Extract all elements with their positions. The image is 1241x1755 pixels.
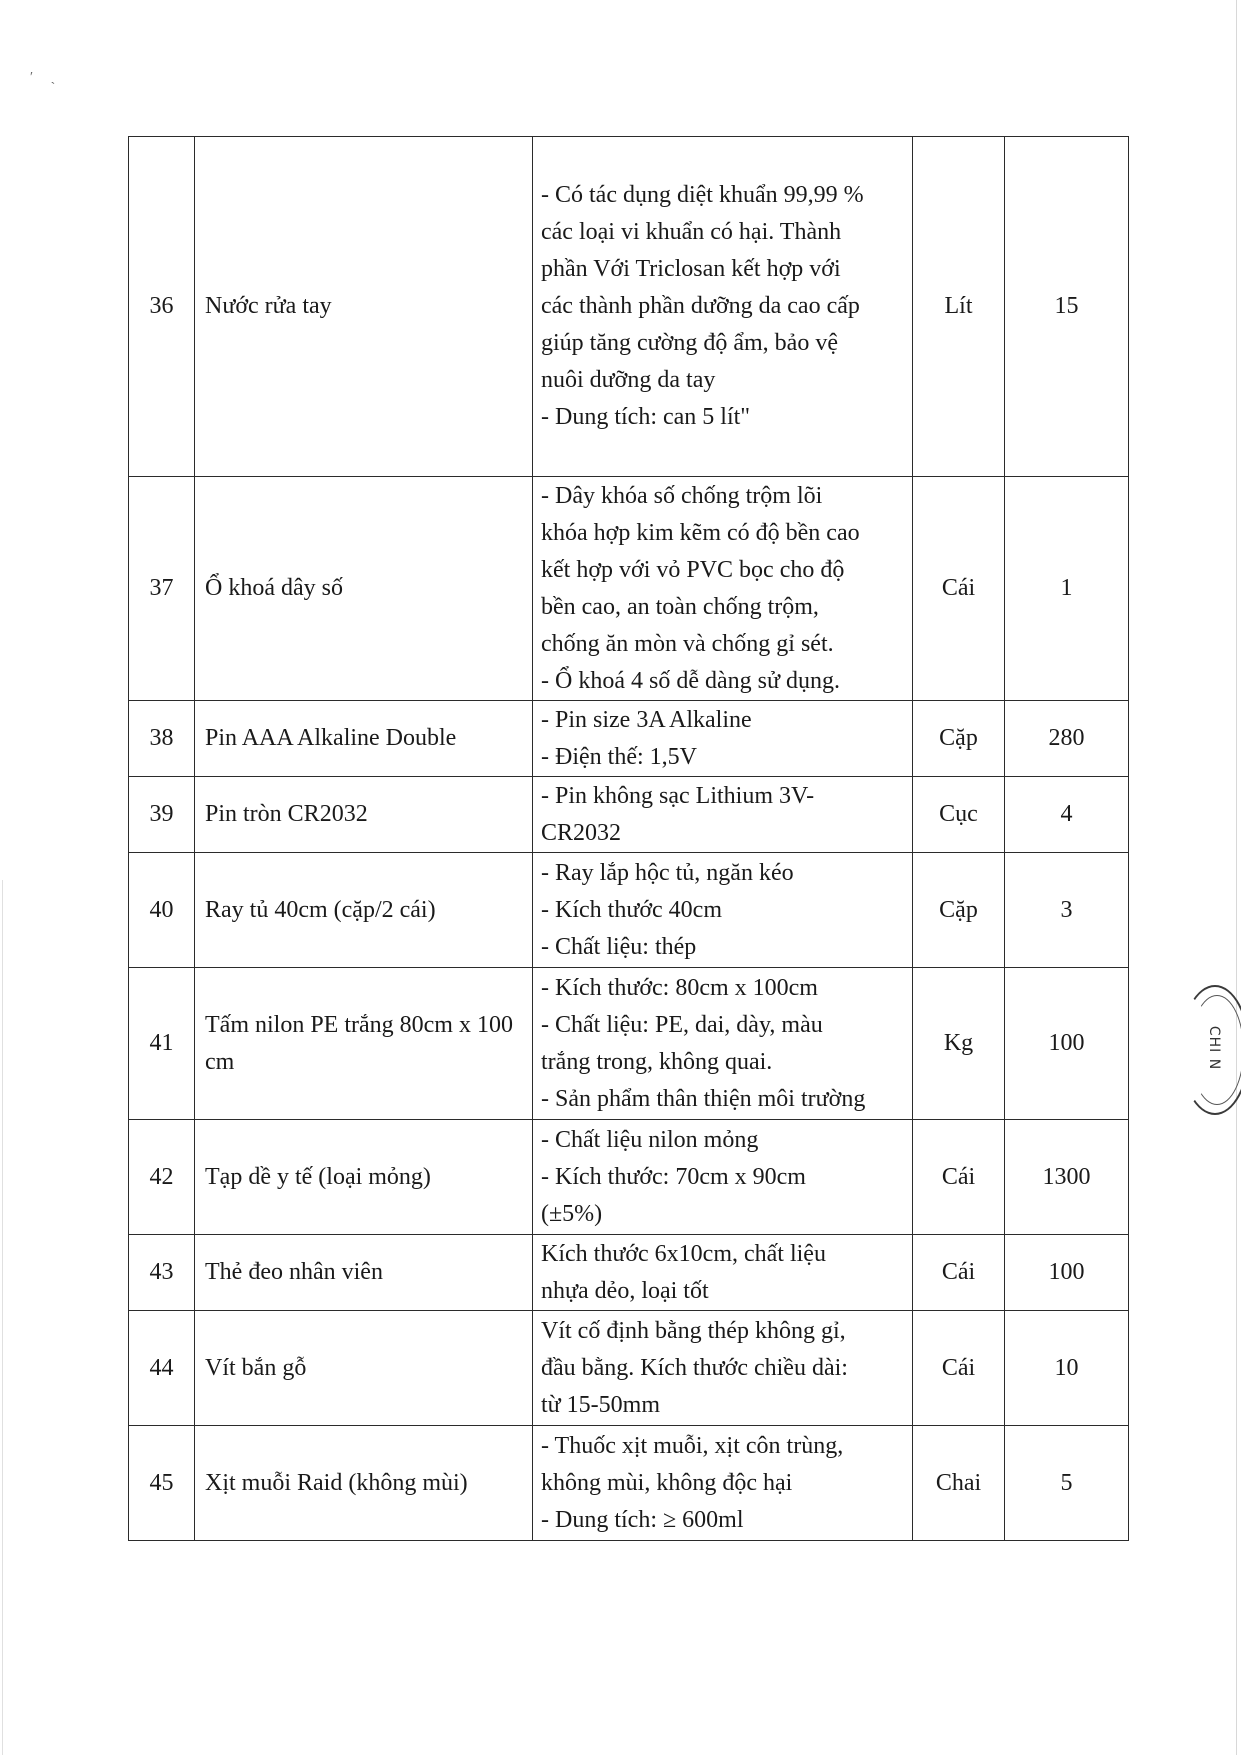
description-line: - Chất liệu: thép	[541, 933, 697, 960]
table-row	[129, 1311, 1129, 1426]
item-unit: Cặp	[913, 701, 1005, 777]
item-description	[533, 1311, 913, 1426]
description-line: (±5%)	[541, 1200, 603, 1227]
description-line: giúp tăng cường độ ẩm, bảo vệ	[541, 330, 838, 356]
description-line: - Sản phẩm thân thiện môi trường	[541, 1085, 866, 1112]
scan-edge-left	[2, 880, 3, 1755]
table-row	[129, 1426, 1129, 1541]
description-line: các thành phần dưỡng da cao cấp	[541, 293, 860, 319]
item-unit: Cái	[913, 1120, 1005, 1235]
item-quantity: 280	[1005, 701, 1129, 777]
scan-specks: ′ ˏ	[30, 70, 56, 85]
item-description	[533, 701, 913, 777]
scan-edge-right	[1236, 0, 1237, 1755]
description-line: - Pin không sạc Lithium 3V-	[541, 782, 815, 809]
item-quantity: 15	[1005, 137, 1129, 477]
item-description	[533, 777, 913, 853]
item-unit: Cặp	[913, 853, 1005, 968]
row-number: 44	[129, 1311, 195, 1426]
description-line: - Kích thước: 70cm x 90cm	[541, 1163, 806, 1190]
item-description	[533, 137, 913, 477]
item-name: Ổ khoá dây số	[195, 477, 533, 701]
table-body	[129, 137, 1129, 1541]
description-line: từ 15-50mm	[541, 1391, 661, 1418]
description-line: các loại vi khuẩn có hại. Thành	[541, 219, 842, 245]
table-row	[129, 853, 1129, 968]
description-line: - Dung tích: ≥ 600ml	[541, 1506, 744, 1533]
item-name: Xịt muỗi Raid (không mùi)	[195, 1426, 533, 1541]
item-quantity: 10	[1005, 1311, 1129, 1426]
description-line: khóa hợp kim kẽm có độ bền cao	[541, 519, 860, 546]
table-row	[129, 777, 1129, 853]
description-line: đầu bằng. Kích thước chiều dài:	[541, 1354, 848, 1381]
item-unit: Chai	[913, 1426, 1005, 1541]
description-line: CR2032	[541, 819, 622, 846]
row-number: 40	[129, 853, 195, 968]
table-row	[129, 1120, 1129, 1235]
item-name: Pin AAA Alkaline Double	[195, 701, 533, 777]
item-description	[533, 1426, 913, 1541]
description-line: trắng trong, không quai.	[541, 1048, 773, 1075]
item-quantity: 5	[1005, 1426, 1129, 1541]
item-description	[533, 1235, 913, 1311]
item-name: Thẻ đeo nhân viên	[195, 1235, 533, 1311]
item-quantity: 1300	[1005, 1120, 1129, 1235]
description-line: không mùi, không độc hại	[541, 1469, 793, 1496]
description-line: phần Với Triclosan kết hợp với	[541, 256, 841, 282]
item-unit: Cái	[913, 1235, 1005, 1311]
row-number: 39	[129, 777, 195, 853]
item-name: Nước rửa tay	[195, 137, 533, 477]
description-line: chống ăn mòn và chống gỉ sét.	[541, 630, 834, 657]
description-line: - Chất liệu: PE, dai, dày, màu	[541, 1011, 823, 1038]
item-quantity: 3	[1005, 853, 1129, 968]
item-quantity: 100	[1005, 1235, 1129, 1311]
row-number: 42	[129, 1120, 195, 1235]
item-description	[533, 477, 913, 701]
item-quantity: 100	[1005, 968, 1129, 1120]
item-name: Tấm nilon PE trắng 80cm x 100 cm	[195, 968, 533, 1120]
table-row	[129, 701, 1129, 777]
description-line: - Có tác dụng diệt khuẩn 99,99 %	[541, 182, 864, 208]
table-row	[129, 477, 1129, 701]
description-line: bền cao, an toàn chống trộm,	[541, 593, 819, 620]
description-line: kết hợp với vỏ PVC bọc cho độ	[541, 556, 845, 583]
description-line: - Kích thước 40cm	[541, 896, 722, 923]
item-name: Tạp dề y tế (loại mỏng)	[195, 1120, 533, 1235]
description-line: Vít cố định bằng thép không gỉ,	[541, 1317, 846, 1344]
row-number: 38	[129, 701, 195, 777]
row-number: 37	[129, 477, 195, 701]
description-line: Kích thước 6x10cm, chất liệu	[541, 1240, 826, 1267]
description-line: - Kích thước: 80cm x 100cm	[541, 974, 818, 1001]
row-number: 45	[129, 1426, 195, 1541]
item-quantity: 1	[1005, 477, 1129, 701]
product-spec-table	[128, 136, 1129, 1541]
stamp-text: CHI N	[1206, 1025, 1223, 1071]
item-description	[533, 1120, 913, 1235]
item-name: Vít bắn gỗ	[195, 1311, 533, 1426]
item-unit: Cái	[913, 477, 1005, 701]
item-description	[533, 853, 913, 968]
item-description	[533, 968, 913, 1120]
row-number: 41	[129, 968, 195, 1120]
item-unit: Cái	[913, 1311, 1005, 1426]
item-name: Ray tủ 40cm (cặp/2 cái)	[195, 853, 533, 968]
item-unit: Lít	[913, 137, 1005, 477]
row-number: 43	[129, 1235, 195, 1311]
table-row	[129, 137, 1129, 477]
table-row	[129, 1235, 1129, 1311]
description-line: - Chất liệu nilon mỏng	[541, 1126, 759, 1153]
description-line: - Ổ khoá 4 số dễ dàng sử dụng.	[541, 667, 840, 694]
description-line: - Dây khóa số chống trộm lõi	[541, 482, 823, 509]
description-line: - Ray lắp hộc tủ, ngăn kéo	[541, 859, 794, 886]
description-line: - Dung tích: can 5 lít"	[541, 404, 751, 430]
table-row	[129, 968, 1129, 1120]
description-line: nuôi dưỡng da tay	[541, 367, 716, 393]
item-name: Pin tròn CR2032	[195, 777, 533, 853]
description-line: - Điện thế: 1,5V	[541, 743, 697, 770]
item-unit: Kg	[913, 968, 1005, 1120]
description-line: - Thuốc xịt muỗi, xịt côn trùng,	[541, 1432, 844, 1459]
item-quantity: 4	[1005, 777, 1129, 853]
description-line: nhựa dẻo, loại tốt	[541, 1277, 709, 1304]
item-unit: Cục	[913, 777, 1005, 853]
row-number: 36	[129, 137, 195, 477]
description-line: - Pin size 3A Alkaline	[541, 706, 752, 733]
